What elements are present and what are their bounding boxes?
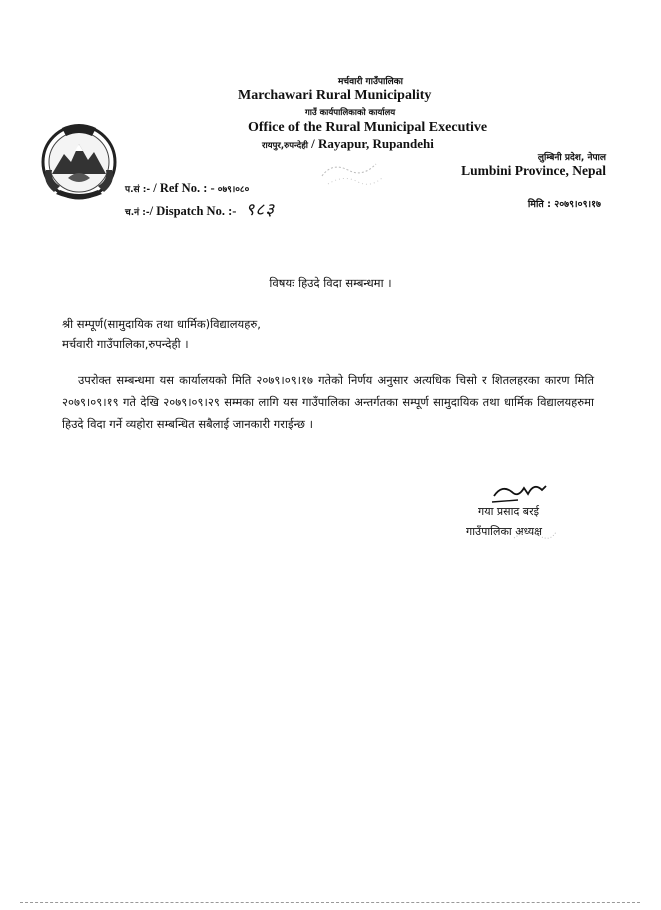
ref-value: ०७९।०८० <box>217 185 250 195</box>
letter-subject: विषयः हिउदे विदा सम्बन्धमा । <box>269 276 392 290</box>
page-footer-divider <box>20 902 640 904</box>
dispatch-label-english: / Dispatch No. :- <box>149 204 240 218</box>
province-nepali: लुम्बिनी प्रदेश, नेपाल <box>537 153 606 163</box>
nepal-emblem-icon <box>38 120 120 202</box>
municipality-name-english: Marchawari Rural Municipality <box>238 88 432 103</box>
office-stamp-icon <box>318 156 388 190</box>
signatory-title: गाउँपालिका अध्यक्ष <box>466 525 543 538</box>
addressee-line-1: श्री सम्पूर्ण(सामुदायिक तथा धार्मिक)विद्यालयहरु, <box>62 317 261 331</box>
ref-label-nepali: प.सं :- <box>125 185 151 195</box>
address-english: / Rayapur, Rupandehi <box>307 136 434 151</box>
office-address <box>262 136 434 152</box>
letter-body: उपरोक्त सम्बन्धमा यस कार्यालयको मिति २०७९।०९।१७ गतेको निर्णय अनुसार अत्यधिक चिसो र शितलहरका कारण मिति २०७९।०९।१९ गते देखि २०७९।०९।२९ सम्मका लागि यस गाउँपालिका अन्तर्गतका सम्पूर्ण सामुदायिक तथा धार्मिक विद्यालयहरुमा हिउदे विदा गर्ने व्यहोरा सम्बन्धित सबैलाई जानकारी गराईन्छ । <box>62 373 594 431</box>
signature-scribble-icon <box>490 478 550 506</box>
signature-stamp-icon <box>510 520 560 548</box>
dispatch-value: ९८३ <box>245 200 276 220</box>
municipality-name-nepali: मर्चवारी गाउँपालिका <box>337 77 404 87</box>
dispatch-label-nepali: च.नं :- <box>125 208 150 218</box>
reference-number <box>125 181 249 196</box>
date-label: मिति : <box>527 199 555 210</box>
dispatch-number <box>125 197 275 220</box>
province-english: Lumbini Province, Nepal <box>461 163 606 178</box>
letter-date <box>528 197 601 210</box>
date-value: २०७९।०९।१७ <box>554 199 601 210</box>
ref-label-english: / Ref No. : - <box>150 181 218 195</box>
office-name-nepali: गाउँ कार्यपालिकाको कार्यालय <box>305 108 396 118</box>
office-name-english: Office of the Rural Municipal Executive <box>248 120 488 135</box>
addressee-line-2: मर्चवारी गाउँपालिका,रुपन्देही । <box>62 337 189 351</box>
signatory-name: गया प्रसाद बरई <box>478 505 539 518</box>
address-nepali: रायपुर,रुपन्देही <box>262 141 308 151</box>
